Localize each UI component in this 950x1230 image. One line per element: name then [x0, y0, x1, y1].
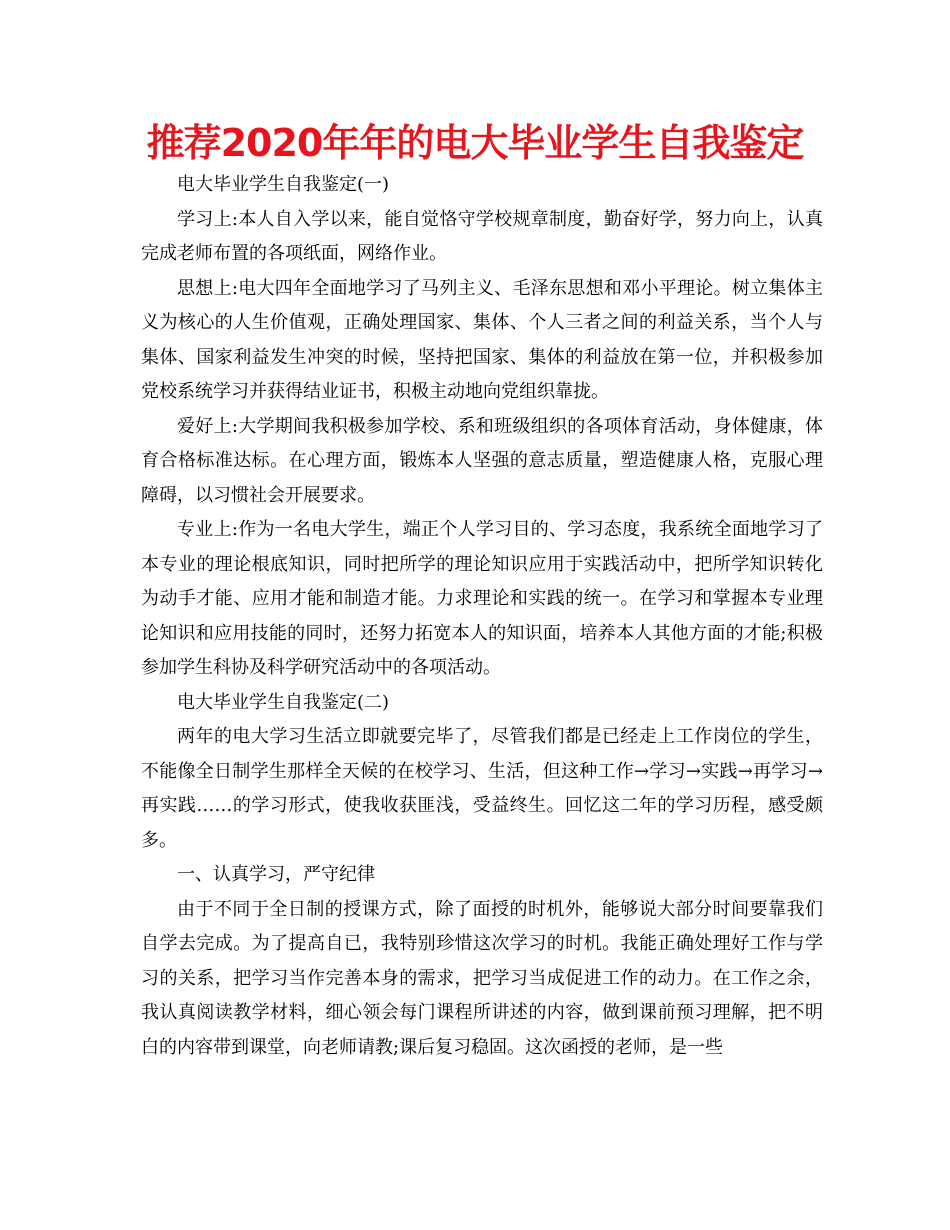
subheading-study-discipline: 一、认真学习，严守纪律 — [177, 864, 375, 885]
paragraph-study: 学习上:本人自入学以来，能自觉恪守学校规章制度，勤奋好学，努力向上，认真完成老师布置的各项纸面，网络作业。 — [141, 208, 823, 264]
paragraph-intro: 两年的电大学习生活立即就要完毕了，尽管我们都是已经走上工作岗位的学生，不能像全日制学生那样全天候的在校学习、生活，但这种工作→学习→实践→再学习→再实践……的学习形式，使我收获匪浅，受益终生。回忆这二年的学习历程，感受颇多。 — [141, 726, 823, 851]
paragraph-hobbies: 爱好上:大学期间我积极参加学校、系和班级组织的各项体育活动，身体健康，体育合格标准达标。在心理方面，锻炼本人坚强的意志质量，塑造健康人格，克服心理障碍，以习惯社会开展要求。 — [141, 415, 823, 506]
paragraph-major: 专业上:作为一名电大学生，端正个人学习目的、学习态度，我系统全面地学习了本专业的理论根底知识，同时把所学的理论知识应用于实践活动中，把所学知识转化为动手才能、应用才能和制造才能。力求理论和实践的统一。在学习和掌握本专业理论知识和应用技能的同时，还努力拓宽本人的知识面，培养本人其他方面的才能;积极参加学生科协及科学研究活动中的各项活动。 — [141, 519, 823, 678]
section-heading-1: 电大毕业学生自我鉴定(一) — [177, 174, 390, 195]
section-heading-2: 电大毕业学生自我鉴定(二) — [177, 691, 390, 713]
document-body — [141, 168, 823, 1065]
document-title: 推荐2020年年的电大毕业学生自我鉴定 — [146, 121, 804, 165]
paragraph-self-study: 由于不同于全日制的授课方式，除了面授的时机外，能够说大部分时间要靠我们自学去完成。为了提高自已，我特别珍惜这次学习的时机。我能正确处理好工作与学习的关系，把学习当作完善本身的需求，把学习当成促进工作的动力。在工作之余，我认真阅读教学材料，细心领会每门课程所讲述的内容，做到课前预习理解，把不明白的内容带到课堂，向老师请教;课后复习稳固。这次函授的老师，是一些 — [141, 898, 823, 1058]
paragraph-ideology: 思想上:电大四年全面地学习了马列主义、毛泽东思想和邓小平理论。树立集体主义为核心的人生价值观，正确处理国家、集体、个人三者之间的利益关系，当个人与集体、国家利益发生冲突的时候，坚持把国家、集体的利益放在第一位，并积极参加党校系统学习并获得结业证书，积极主动地向党组织靠拢。 — [141, 277, 823, 402]
